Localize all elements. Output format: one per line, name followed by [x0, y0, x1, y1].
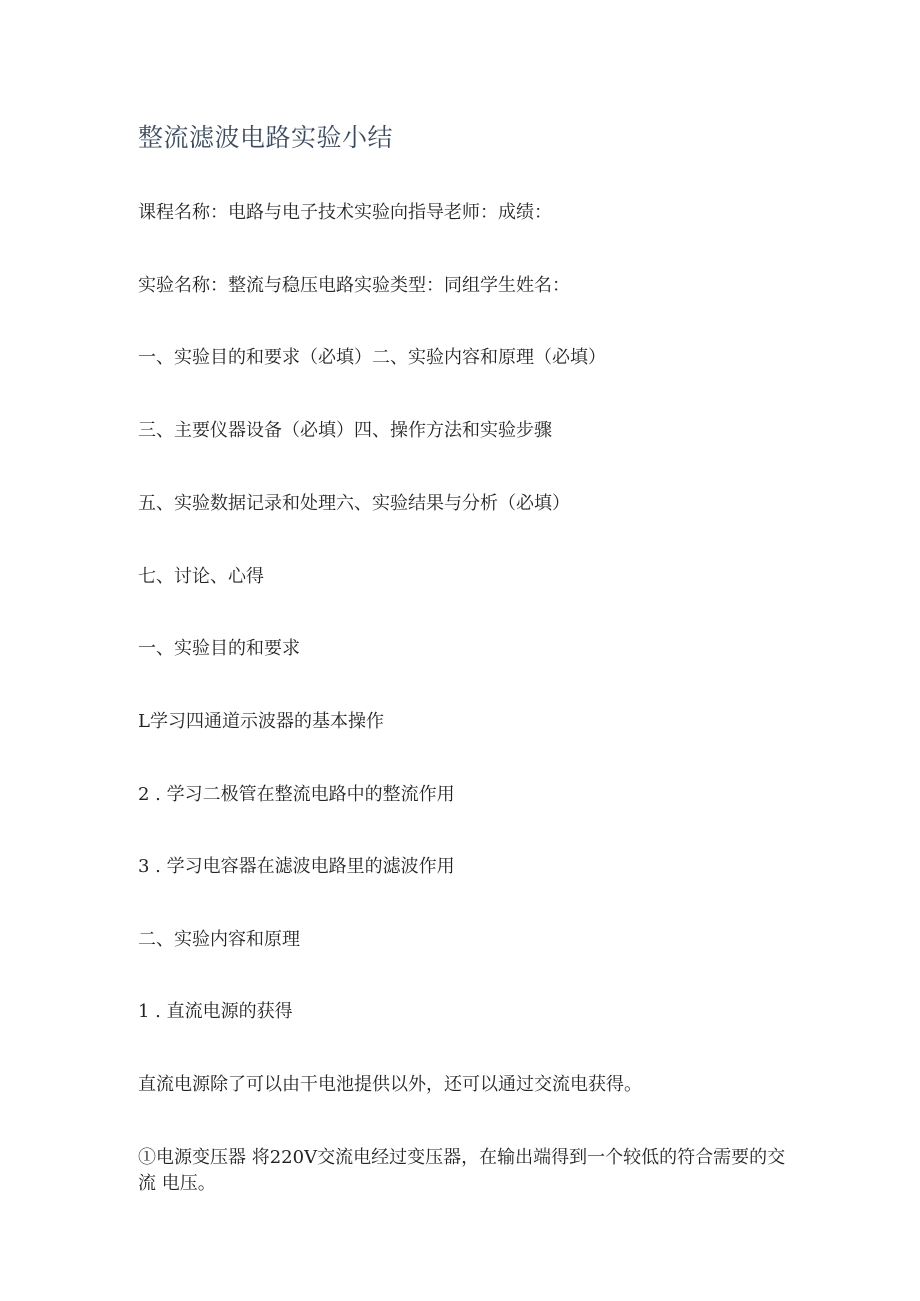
outline-line-2: 三、主要仪器设备（必填）四、操作方法和实验步骤 [138, 420, 552, 441]
section-heading-principle: 二、实验内容和原理 [138, 929, 300, 950]
purpose-item-1: L学习四通道示波器的基本操作 [138, 711, 384, 732]
experiment-info-line: 实验名称：整流与稳压电路实验类型：同组学生姓名： [138, 275, 570, 296]
outline-line-1: 一、实验目的和要求（必填）二、实验内容和原理（必填） [138, 347, 606, 368]
course-info-line: 课程名称：电路与电子技术实验向指导老师：成绩： [138, 202, 552, 223]
transformer-paragraph: ①电源变压器 将220V交流电经过变压器，在输出端得到一个较低的符合需要的交流 电压。 [138, 1147, 786, 1194]
section-heading-purpose: 一、实验目的和要求 [138, 638, 300, 659]
purpose-item-2: 2 . 学习二极管在整流电路中的整流作用 [138, 784, 455, 805]
purpose-item-3: 3 . 学习电容器在滤波电路里的滤波作用 [138, 856, 455, 877]
outline-line-3: 五、实验数据记录和处理六、实验结果与分析（必填） [138, 493, 570, 514]
outline-line-4: 七、讨论、心得 [138, 566, 264, 587]
document-title: 整流滤波电路实验小结 [138, 123, 394, 152]
principle-item-1: 1 . 直流电源的获得 [138, 1001, 293, 1022]
principle-paragraph: 直流电源除了可以由干电池提供以外，还可以通过交流电获得。 [138, 1074, 642, 1095]
